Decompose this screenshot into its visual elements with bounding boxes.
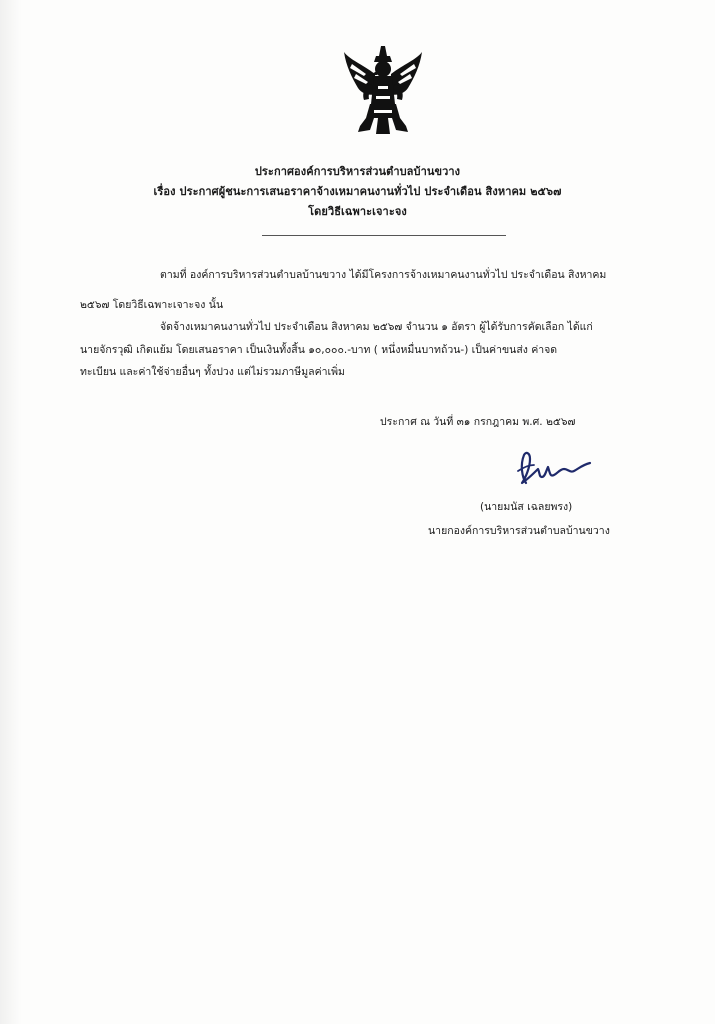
paragraph-1-line-2: ๒๕๖๗ โดยวิธีเฉพาะเจาะจง นั้น xyxy=(80,299,224,311)
signer-title: นายกองค์การบริหารส่วนตำบลบ้านขวาง xyxy=(428,525,610,537)
procurement-method: โดยวิธีเฉพาะเจาะจง xyxy=(308,205,407,218)
paragraph-1-line-1: ตามที่ องค์การบริหารส่วนตำบลบ้านขวาง ได้มีโครงการจ้างเหมาคนงานทั่วไป ประจำเดือน สิงหาคม xyxy=(160,269,607,281)
header-divider xyxy=(262,235,506,236)
paragraph-2-line-3: ทะเบียน และค่าใช้จ่ายอื่นๆ ทั้งปวง แต่ไม่รวมภาษีมูลค่าเพิ่ม xyxy=(80,366,345,378)
announcement-date: ประกาศ ณ วันที่ ๓๑ กรกฎาคม พ.ศ. ๒๕๖๗ xyxy=(380,416,576,428)
paragraph-2-line-2: นายจักรวุฒิ เกิดแย้ม โดยเสนอราคา เป็นเงินทั้งสิ้น ๑๐,๐๐๐.-บาท ( หนึ่งหมื่นบาทถ้วน-) เป็นค่าขนส่ง ค่าจด xyxy=(80,344,558,356)
document-title: ประกาศองค์การบริหารส่วนตำบลบ้านขวาง xyxy=(254,165,461,178)
signer-name: (นายมนัส เฉลยพรง) xyxy=(480,501,573,513)
paragraph-2-line-1: จัดจ้างเหมาคนงานทั่วไป ประจำเดือน สิงหาคม ๒๕๖๗ จำนวน ๑ อัตรา ผู้ได้รับการคัดเลือก ได้แก่ xyxy=(160,321,593,333)
garuda-emblem-icon xyxy=(340,44,426,138)
handwritten-signature xyxy=(512,447,594,489)
document-subject: เรื่อง ประกาศผู้ชนะการเสนอราคาจ้างเหมาคนงานทั่วไป ประจำเดือน สิงหาคม ๒๕๖๗ xyxy=(153,185,562,198)
